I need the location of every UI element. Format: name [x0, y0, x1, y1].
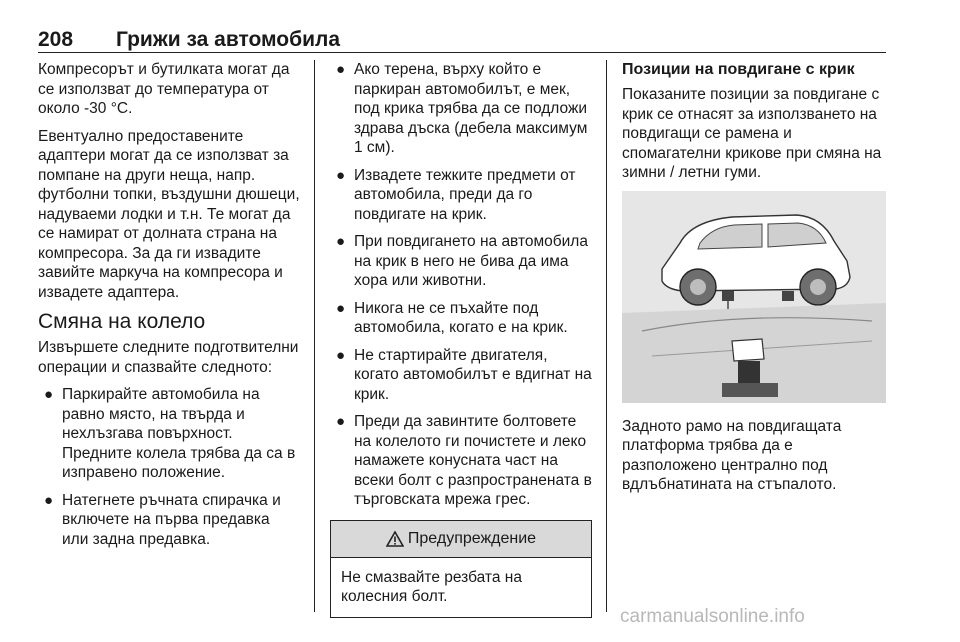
lift-arm-paragraph: Задното рамо на повдигащата платформа трябва да е разположено централно под вдлъбнатината на стъпалото. — [622, 417, 842, 493]
bullet-icon: ● — [336, 413, 346, 430]
preparation-list — [38, 385, 300, 549]
list-item: ● Преди да завинтите болтовете на колелото ги почистете и леко намажете конусната част на всеки болт с разпространената в търговската мрежа грес. — [336, 413, 592, 508]
warning-triangle-icon — [386, 531, 404, 547]
bullet-icon: ● — [336, 346, 346, 364]
list-item: ● Не стартирайте двигателя, когато автомобилът е вдигнат на крик. — [336, 346, 592, 403]
header-rule — [38, 52, 886, 53]
bullet-icon: ● — [336, 299, 346, 317]
safety-list — [330, 60, 592, 510]
list-item: ● Паркирайте автомобила на равно място, на твърда и нехлъзгава повърхност. Предните колела трябва да са в изправено положение. — [44, 386, 296, 481]
column-divider-2 — [606, 60, 607, 612]
jack-positions-paragraph: Показаните позиции за повдигане с крик се отнасят за използването на повдигащи се рамена и спомагателни крикове при смяна на зимни / летни гуми. — [622, 86, 882, 181]
list-item: ● Ако терена, върху който е паркиран автомобилът, е мек, под крика трябва да се подложи здрава дъска (дебела максимум 1 см). — [336, 61, 588, 156]
section-heading-jack-positions: Позиции на повдигане с крик — [622, 61, 855, 78]
page-header — [38, 28, 886, 52]
bullet-icon: ● — [336, 233, 346, 250]
warning-header — [331, 521, 591, 558]
column-1 — [38, 60, 300, 557]
page-number: 208 — [38, 28, 74, 51]
list-item: ● При повдигането на автомобила на крик в него не бива да има хора или животни. — [336, 233, 588, 289]
car-lift-illustration — [622, 191, 886, 403]
bullet-icon: ● — [336, 166, 346, 184]
warning-box — [330, 520, 592, 618]
warning-text: Не смазвайте резбата на колесния болт. — [341, 568, 522, 605]
column-2 — [330, 60, 592, 618]
jack-point-illustration — [622, 191, 886, 403]
list-item: ● Натегнете ръчната спирачка и включете на първа предавка или задна предавка. — [44, 491, 281, 548]
section-heading-wheel-change: Смяна на колело — [38, 310, 206, 333]
bullet-icon: ● — [44, 386, 54, 403]
compressor-temp-paragraph: Компресорът и бутилката могат да се използват до температура от около -30 °C. — [38, 61, 290, 117]
watermark: carmanualsonline.info — [620, 606, 805, 627]
bullet-icon: ● — [44, 491, 54, 509]
list-item: ● Никога не се пъхайте под автомобила, когато е на крик. — [336, 299, 568, 336]
preparation-intro: Извършете следните подготвителни операции и спазвайте следното: — [38, 339, 299, 376]
column-3 — [622, 60, 886, 503]
column-divider-1 — [314, 60, 315, 612]
running-title: Грижи за автомобила — [116, 28, 341, 51]
warning-title: Предупреждение — [407, 529, 537, 547]
list-item: ● Извадете тежките предмети от автомобила, преди да го повдигате на крик. — [336, 166, 576, 223]
adapters-paragraph: Евентуално предоставените адаптери могат да се използват за помпане на други неща, напр. футболни топки, въздушни дюшеци, надуваеми лодки и т.н. Те могат да се намират от долната страна на компресора. За да ги извадите завийте маркуча на компресора и извадете адаптера. — [38, 127, 300, 301]
bullet-icon: ● — [336, 61, 346, 78]
